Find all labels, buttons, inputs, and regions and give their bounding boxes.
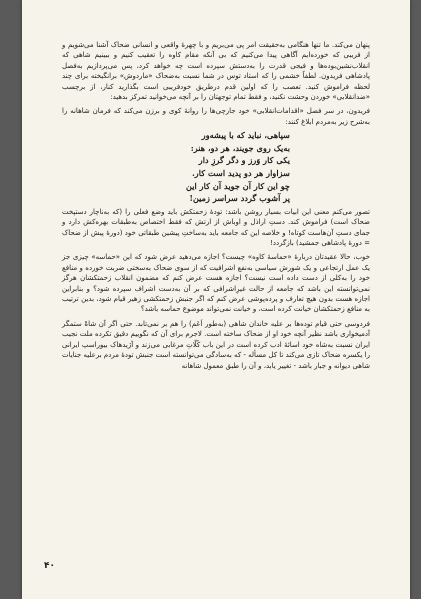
page-number: ۴۰ bbox=[44, 561, 55, 571]
verse-line: یکی کار وَرز و دگر گرزِ دار bbox=[198, 155, 290, 166]
verse-block bbox=[62, 129, 370, 205]
paragraph-2: فریدون، در سر فصل «اقدامات‌انقلابی» خود جارچی‌ها را روانهٔ کوی و برزن می‌کند که فرمان شاهانه را به‌شرح زیر به‌مردم ابلاغ کنند: bbox=[62, 107, 370, 126]
page-body bbox=[62, 40, 370, 371]
verse-line: پر آشوب گردد سراسر زمین! bbox=[189, 193, 290, 204]
paragraph-1: پنهان می‌کند. ما تنها هنگامی به‌حقیقت امر پی می‌بریم و با چهرهٔ واقعی و انسانی ضحاک آشنا می‌شویم و از فریبی که خورده‌ایم آگاهی پیدا می‌کنیم که بی آنکه مقام کاوه را تعقیب کنیم و ببینیم شاهی که انقلاب‌نشین‌بوده‌ها و فیجی قدرت را به‌دستش سپرده است چه خواهد کرد، پس می‌پردازیم به‌فصل پادشاهی فریدون. لطفاً خشمی را که استاد توس در شما نسبت به‌ضحاک «ماردوش» برانگیخته برای چند لحظه فراموش کنید. تعصب را که اولین قدم درطریق خودفریبی است بگذارید کنار، از برچسب «ضدانقلابی» خوردن وحشت نکنید، و فقط تمام توجهتان را بر آنچه می‌خوانید تمرکز بدهید: bbox=[62, 41, 370, 102]
verse-line: چو این کار آن جوید آن کار این bbox=[186, 180, 290, 191]
paragraph-4: خوب، حالا عقیدتان دربارهٔ «حماسهٔ کاوه» چیست؟ اجازه می‌دهید عرض شود که این «حماسه» چیزی جز یک عمل ارتجاعی و یک شورش سیاسی به‌نفع اشرافیت که از سوی ضحاک به‌سختی ضربت خورده و منافع خود را به‌کلی از دست داده است نیست؟ اجازه هست عرض کنم که مضمون انقلاب زحمتکشان هرگز نمی‌توانسته این باشد که جامعه از حالت غیرِاشرافی که بر آن به‌دست اشراف سپرده شود؟ و بنابراین اجازه هست بدون هیچ تعارف و پرده‌پوشی عرض کنم که اگر جنبش زحمتکشی زهیر قیام شود، بدین ترتیب به منافع زحمتکشان خیانت کرده است، و خیانت نمی‌تواند موضوع حماسه باشد؟ bbox=[62, 253, 370, 314]
paragraph-5: فردوسی حتی قیام توده‌ها بر علیه خاندان شاهی (به‌طور اَعَم) را هم بر نمی‌تابد. حتی اگر آن شاهْ ستمگر آدمیخواری باشد نظیر آنچه خود او از ضحاک ساخته است. لاجرم برای آن که نگوییم دقیق تکرده ملت نجیب ایران نسبت به‌شاه خود اسائهٔ ادب کرده است در این باب کُلّاتِ مرغابی می‌زند و آژیدهاک بیوراسپ ایرانی را یکسره ضحاک تازی می‌کند تا کل مسأله - که به‌سادگی می‌توانسته است جنبش تودهٔ مردم برعلیه جنایات شاهی دیوانه و جبار باشد - تغییر یابد، و آن را طبق معمول شاهانه bbox=[62, 319, 370, 370]
paragraph-3: تصور می‌کنم معنی این ابیات بسیار روشن باشد: تودهٔ زحمتکش باید وضع فعلی را (که به‌ناچار دستپخت ضحاک است) فراموش کند. دستِ اراذل و اوباش از ارتش که فقط اختصاص به‌طبقات بهره‌کش دارد و جمای دستِ آن‌هاست کوتاه! و خلاصه این که جامعه باید به‌ساختِ پیشین طبقاتی خود (دورهٔ پیش از ضحاک = دورهٔ پادشاهی جمشید) بازگردد! bbox=[62, 207, 370, 248]
verse-line: به‌یک روی جویند، هر دو، هنر: bbox=[190, 142, 290, 153]
verse-line: سزاوار هر دو پدید است کار. bbox=[191, 168, 290, 179]
book-page bbox=[22, 0, 410, 599]
verse-line: سپاهی، نباید که با پیشه‌ور bbox=[201, 130, 290, 141]
